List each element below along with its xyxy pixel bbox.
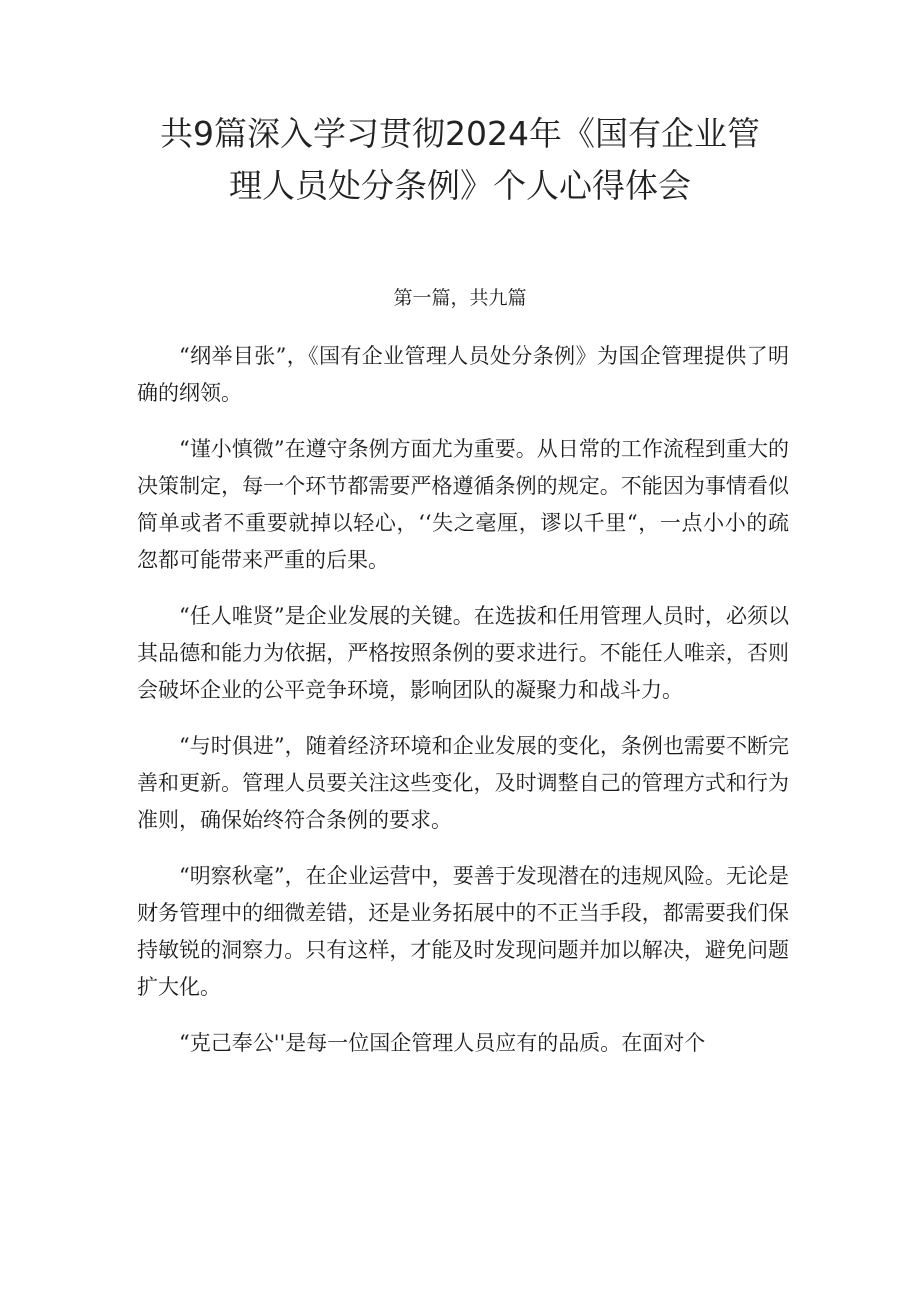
document-body	[137, 338, 789, 1081]
paragraph: “谨小慎微”在遵守条例方面尤为重要。从日常的工作流程到重大的决策制定，每一个环节都需要严格遵循条例的规定。不能因为事情看似简单或者不重要就掉以轻心，‘‘失之毫厘，谬以千里“，一点小小的疏忽都可能带来严重的后果。	[137, 437, 789, 572]
paragraph: “与时俱进”，随着经济环境和企业发展的变化，条例也需要不断完善和更新。管理人员要关注这些变化，及时调整自己的管理方式和行为准则，确保始终符合条例的要求。	[137, 734, 789, 832]
title-line-1: 共9篇深入学习贯彻2024年《国有企业管	[160, 114, 760, 153]
paragraph: “任人唯贤”是企业发展的关键。在选拔和任用管理人员时，必须以其品德和能力为依据，严格按照条例的要求进行。不能任人唯亲，否则会破坏企业的公平竞争环境，影响团队的凝聚力和战斗力。	[137, 604, 789, 702]
paragraph: “纲举目张”，《国有企业管理人员处分条例》为国企管理提供了明确的纲领。	[137, 344, 789, 405]
paragraph: “明察秋毫”，在企业运营中，要善于发现潜在的违规风险。无论是财务管理中的细微差错，还是业务拓展中的不正当手段，都需要我们保持敏锐的洞察力。只有这样，才能及时发现问题并加以解决，避免问题扩大化。	[137, 864, 789, 999]
document-title	[0, 108, 920, 212]
paragraph: “克己奉公''是每一位国企管理人员应有的品质。在面对个	[179, 1031, 706, 1055]
section-heading: 第一篇，共九篇	[393, 287, 527, 309]
title-line-2: 理人员处分条例》个人心得体会	[229, 166, 691, 205]
